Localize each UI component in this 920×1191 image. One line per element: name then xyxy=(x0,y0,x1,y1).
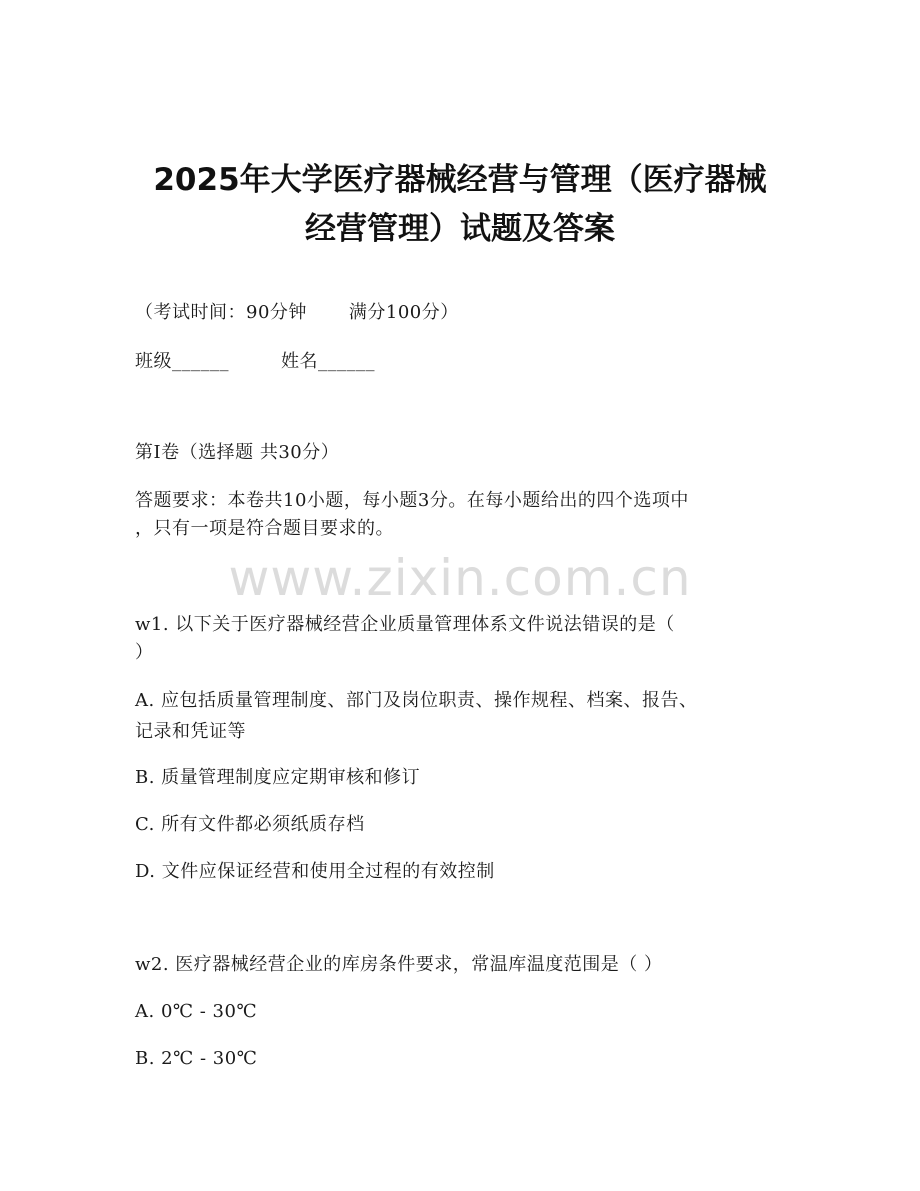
exam-time: （考试时间：90分钟 xyxy=(135,302,307,323)
section-instruction-line-1: 答题要求：本卷共10小题，每小题3分。在每小题给出的四个选项中 xyxy=(135,490,689,511)
question-1-option-d: D. 文件应保证经营和使用全过程的有效控制 xyxy=(135,861,495,882)
exam-info xyxy=(135,301,459,325)
document-title-line-2: 经营管理）试题及答案 xyxy=(305,211,615,247)
name-field: 姓名______ xyxy=(281,351,375,372)
question-1-option-a: A. 应包括质量管理制度、部门及岗位职责、操作规程、档案、报告、 xyxy=(135,690,698,711)
document-title-line-1: 2025年大学医疗器械经营与管理（医疗器械 xyxy=(153,162,767,198)
question-2-stem: w2. 医疗器械经营企业的库房条件要求，常温库温度范围是（ ） xyxy=(135,954,663,975)
question-1-option-b: B. 质量管理制度应定期审核和修订 xyxy=(135,767,421,788)
question-1-option-a-continued: 记录和凭证等 xyxy=(135,721,246,742)
question-2-option-a: A. 0℃ - 30℃ xyxy=(135,1001,258,1022)
question-1-stem-line-1: w1. 以下关于医疗器械经营企业质量管理体系文件说法错误的是（ xyxy=(135,614,675,635)
question-2-option-b: B. 2℃ - 30℃ xyxy=(135,1048,258,1069)
student-fields xyxy=(135,350,375,374)
question-1-stem-line-2: ） xyxy=(135,642,154,663)
question-1-option-c: C. 所有文件都必须纸质存档 xyxy=(135,814,365,835)
class-field: 班级______ xyxy=(135,351,229,372)
section-title: 第I卷（选择题 共30分） xyxy=(135,442,340,463)
section-instruction-line-2: ，只有一项是符合题目要求的。 xyxy=(135,518,394,539)
watermark: www.zixin.com.cn xyxy=(228,549,692,607)
exam-full-score: 满分100分） xyxy=(348,302,459,323)
